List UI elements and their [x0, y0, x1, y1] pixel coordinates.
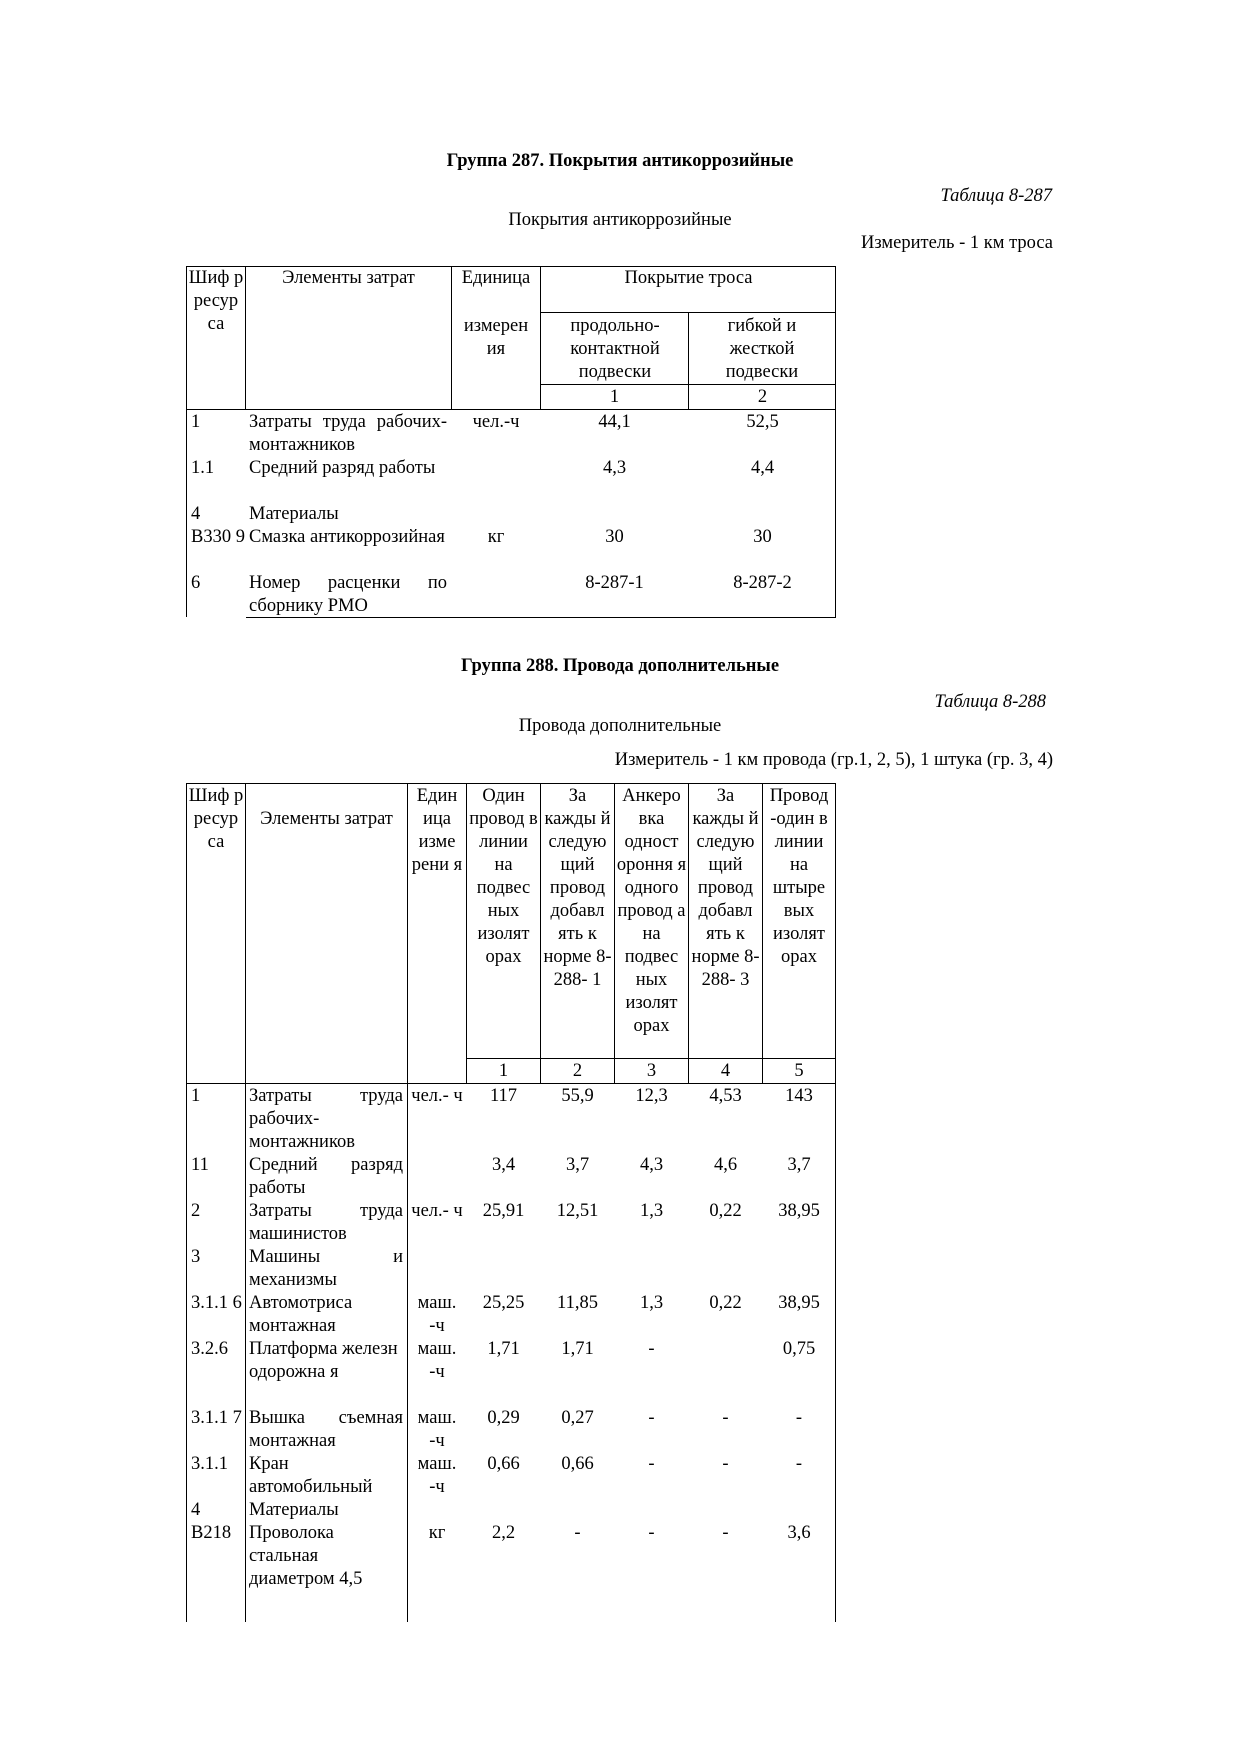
table-row-code: 3.1.1 6 [191, 1293, 242, 1313]
divider [540, 384, 836, 385]
table-row-name: Затраты труда машинистов [249, 1201, 403, 1244]
header-col2: гибкой и жесткой подвески [725, 316, 799, 382]
table-row-code: 4 [191, 1500, 201, 1520]
table-row-name: Машины и механизмы [249, 1247, 403, 1290]
table-row-code: 4 [191, 504, 201, 524]
header-col3: Анкеро вка одност ороння я одного провод а на подвес ных изолят орах [616, 786, 687, 1036]
table-row-value: 1,71 [561, 1339, 594, 1359]
table-row-code: 6 [191, 573, 201, 593]
header-code: Шиф р ресур са [188, 786, 244, 852]
divider [186, 409, 836, 410]
table-row-name: Проволока стальная диаметром 4,5 [249, 1523, 363, 1589]
table-row-name: Затраты труда рабочих-монтажников [249, 412, 447, 455]
table-row-value: 38,95 [778, 1293, 820, 1313]
table-row-code: 2 [191, 1201, 201, 1221]
header-num-1: 1 [498, 1061, 509, 1081]
table-row-unit: кг [428, 1523, 446, 1543]
table-row-value: 1,71 [487, 1339, 520, 1359]
divider [186, 1083, 836, 1084]
table-row-value: 12,3 [635, 1086, 668, 1106]
table-row-name: Затраты труда рабочих- монтажников [249, 1086, 403, 1152]
table-row-unit: кг [487, 527, 505, 547]
table-row-value: 3,6 [787, 1523, 811, 1543]
table-row-code: 3.2.6 [191, 1339, 228, 1359]
divider [466, 1058, 836, 1059]
divider [688, 783, 689, 1083]
table-row-value: 1,3 [639, 1293, 664, 1313]
header-unit-bottom: измерен ия [463, 316, 529, 359]
header-num-1: 1 [609, 387, 620, 407]
table-row-value: - [648, 1339, 655, 1359]
table-row-name: Средний разряд работы [249, 1155, 403, 1198]
table-row-name: Вышка съемная монтажная [249, 1408, 403, 1451]
header-num-2: 2 [572, 1061, 583, 1081]
table-row-unit: маш. -ч [417, 1454, 457, 1497]
divider [540, 266, 541, 410]
table-row-value: 4,4 [750, 458, 775, 478]
table-row-name: Кран автомобильный [249, 1454, 373, 1497]
table-row-value: - [795, 1454, 803, 1474]
table-row-name: Платформа железнодорожна я [249, 1339, 398, 1382]
table-row-value: 4,53 [709, 1086, 742, 1106]
table-8-288-measure: Измеритель - 1 км провода (гр.1, 2, 5), 1 штука (гр. 3, 4) [614, 750, 1053, 770]
table-row-value: - [795, 1408, 803, 1428]
table-8-287-title: Покрытия антикоррозийные [508, 210, 732, 230]
divider [466, 783, 467, 1083]
table-row-value: 4,6 [713, 1155, 738, 1175]
table-row-value: 4,3 [639, 1155, 664, 1175]
table-row-value: 3,7 [565, 1155, 590, 1175]
table-row-value: 12,51 [556, 1201, 599, 1221]
table-row-value: - [648, 1408, 655, 1428]
table-row-value: 1,3 [639, 1201, 664, 1221]
table-row-code: 3 [191, 1247, 201, 1267]
table-row-value: 11,85 [557, 1293, 598, 1313]
table-row-unit: маш. -ч [417, 1339, 457, 1382]
divider [245, 266, 246, 410]
table-row-value: 2,2 [491, 1523, 516, 1543]
table-8-288-title: Провода дополнительные [518, 716, 722, 736]
header-col5: Провод -один в линии на штыре вых изолят орах [769, 786, 829, 967]
table-row-value: 0,75 [782, 1339, 816, 1359]
table-row-value: 3,7 [787, 1155, 811, 1175]
group-288-title: Группа 288. Провода дополнительные [460, 656, 780, 676]
table-row-value: 117 [489, 1086, 518, 1106]
table-row-value: 55,9 [561, 1086, 594, 1106]
table-row-code: 1.1 [191, 458, 215, 478]
header-num-4: 4 [720, 1061, 731, 1081]
divider [614, 783, 615, 1083]
table-row-value: 3,4 [491, 1155, 516, 1175]
table-row-value: 0,29 [487, 1408, 520, 1428]
header-col2: За кажды й следую щий провод добавл ять к норме 8-288- 1 [543, 786, 612, 990]
table-row-name: Средний разряд работы [249, 458, 436, 478]
table-row-value: 143 [785, 1086, 813, 1106]
table-row-value: - [648, 1454, 655, 1474]
table-row-value: 52,5 [746, 412, 779, 432]
divider [186, 783, 187, 1622]
header-elements: Элементы затрат [260, 809, 393, 829]
divider [245, 783, 246, 1622]
table-row-code: 1 [191, 1086, 201, 1106]
table-row-unit: чел.- ч [411, 1201, 463, 1221]
table-row-value: 4,3 [602, 458, 627, 478]
divider [186, 783, 836, 784]
group-287-title: Группа 287. Покрытия антикоррозийные [446, 151, 794, 171]
table-row-value: 30 [753, 527, 772, 547]
header-code: Шиф р ресур са [188, 268, 244, 334]
table-row-value: 0,22 [709, 1201, 742, 1221]
table-row-name: Смазка антикоррозийная [249, 527, 445, 547]
table-row-value: 30 [605, 527, 624, 547]
table-row-code: 1 [191, 412, 201, 432]
header-col1: продольно- контактной подвески [570, 316, 660, 382]
divider [688, 312, 689, 410]
divider [835, 783, 836, 1622]
divider [407, 783, 408, 1622]
divider [540, 312, 836, 313]
table-8-287-measure: Измеритель - 1 км троса [861, 233, 1053, 253]
header-unit: Един ица изме рени я [411, 786, 463, 875]
table-row-value: 8-287-2 [733, 573, 792, 593]
table-row-code: В218 [191, 1523, 232, 1543]
table-row-unit: чел.-ч [472, 412, 520, 432]
divider [762, 783, 763, 1083]
table-row-code: В330 9 [191, 527, 245, 547]
header-col1: Один провод в линии на подвес ных изолят орах [469, 786, 538, 967]
header-num-3: 3 [646, 1061, 657, 1081]
table-row-code: 11 [191, 1155, 209, 1175]
table-row-name: Номер расценки по сборнику РМО [249, 573, 447, 616]
table-row-code: 3.1.1 [191, 1454, 228, 1474]
table-8-287-number: Таблица 8-287 [940, 186, 1052, 206]
table-row-name: Автомотриса монтажная [249, 1293, 353, 1336]
header-num-5: 5 [794, 1061, 804, 1081]
table-row-name: Материалы [249, 1500, 339, 1520]
table-row-value: 25,25 [482, 1293, 525, 1313]
divider [451, 266, 452, 410]
table-row-value: 8-287-1 [585, 573, 644, 593]
table-row-value: 0,27 [561, 1408, 594, 1428]
header-elements: Элементы затрат [282, 268, 415, 288]
table-row-name: Материалы [249, 504, 339, 524]
table-row-value: 25,91 [482, 1201, 525, 1221]
table-row-value: 44,1 [598, 412, 631, 432]
table-row-value: 38,95 [778, 1201, 820, 1221]
table-row-value: - [574, 1523, 581, 1543]
table-row-value: - [722, 1523, 729, 1543]
table-8-288-number: Таблица 8-288 [934, 692, 1046, 712]
header-unit-top: Единица [461, 268, 531, 288]
table-row-value: 0,66 [561, 1454, 594, 1474]
table-row-code: 3.1.1 7 [191, 1408, 242, 1428]
table-row-value: - [722, 1408, 729, 1428]
table-row-value: - [648, 1523, 655, 1543]
header-group: Покрытие троса [624, 268, 753, 288]
table-row-value: 0,22 [709, 1293, 742, 1313]
table-row-unit: чел.- ч [411, 1086, 463, 1106]
header-num-2: 2 [757, 387, 768, 407]
table-row-unit: маш. -ч [417, 1293, 457, 1336]
divider [186, 617, 246, 618]
table-row-unit: маш. -ч [417, 1408, 457, 1451]
table-row-value: - [722, 1454, 729, 1474]
table-row-value: 0,66 [487, 1454, 520, 1474]
header-col4: За кажды й следую щий провод добавл ять к норме 8-288- 3 [691, 786, 760, 990]
divider [540, 783, 541, 1083]
